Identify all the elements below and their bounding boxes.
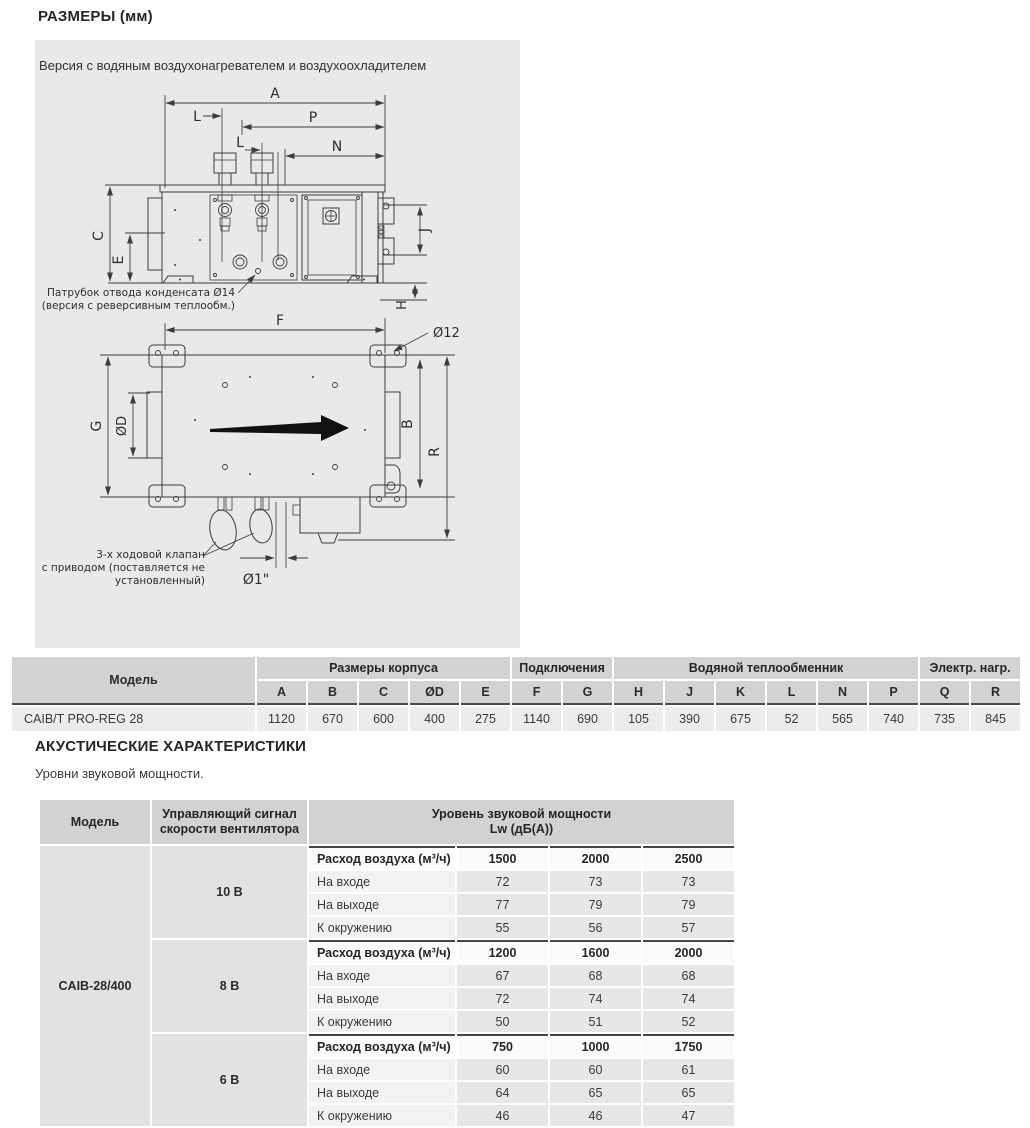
cell-value: 68: [550, 965, 641, 986]
acoustic-level-header-line1: Уровень звуковой мощности: [431, 807, 612, 821]
technical-drawing: [35, 40, 520, 648]
row-label: На выходе: [309, 894, 455, 915]
dims-value: 670: [308, 707, 357, 731]
dims-value-row: [12, 707, 1020, 731]
airflow-arrow: [210, 415, 349, 441]
cell-value: 77: [457, 894, 548, 915]
cell-value: 73: [550, 871, 641, 892]
dim-label-n: N: [331, 139, 343, 155]
cell-value: 52: [643, 1011, 734, 1032]
cell-value: 72: [457, 871, 548, 892]
row-label: На выходе: [309, 988, 455, 1009]
dim-label-e: E: [111, 255, 127, 265]
dims-value: 1120: [257, 707, 306, 731]
page-title: РАЗМЕРЫ (мм): [38, 8, 153, 25]
drawing-subtitle: Версия с водяным воздухонагревателем и воздухоохладителем: [39, 58, 427, 73]
cell-value: 79: [643, 894, 734, 915]
dim-label-od: ØD: [115, 415, 130, 437]
condensate-note-line1: Патрубок отвода конденсата Ø14: [46, 287, 235, 299]
dims-value: 675: [716, 707, 765, 731]
acoustic-level-header-line2: Lw (дБ(А)): [489, 822, 554, 836]
flow-value: 750: [457, 1034, 548, 1057]
dims-col: E: [461, 681, 510, 705]
condensate-note-line2: (версия с реверсивным теплообм.): [41, 300, 235, 312]
dims-group-connections: Подключения: [512, 657, 612, 679]
acoustic-section-subtitle: Уровни звуковой мощности.: [35, 766, 204, 781]
dimensions-table: [10, 655, 1022, 733]
row-label: К окружению: [309, 917, 455, 938]
dim-label-g: G: [89, 420, 105, 432]
cell-value: 67: [457, 965, 548, 986]
signal-8v: 8 В: [152, 940, 307, 1032]
row-label: На входе: [309, 871, 455, 892]
flow-label: Расход воздуха (м³/ч): [309, 846, 455, 869]
flow-value: 1500: [457, 846, 548, 869]
flow-label: Расход воздуха (м³/ч): [309, 940, 455, 963]
electrical-box: [302, 195, 362, 280]
acoustic-model-name: CAIB-28/400: [40, 846, 150, 1126]
cell-value: 79: [550, 894, 641, 915]
acoustic-level-header: [309, 800, 734, 844]
dims-col: R: [971, 681, 1020, 705]
acoustic-table: [38, 798, 736, 1128]
dims-group-electric-heater: Электр. нагр.: [920, 657, 1020, 679]
dims-col: N: [818, 681, 867, 705]
dims-col: G: [563, 681, 612, 705]
dims-col: ØD: [410, 681, 459, 705]
dim-label-a: A: [270, 86, 280, 102]
signal-10v: 10 В: [152, 846, 307, 938]
cell-value: 65: [643, 1082, 734, 1103]
dims-value: 690: [563, 707, 612, 731]
dims-col: A: [257, 681, 306, 705]
dim-label-d1: Ø1": [242, 572, 270, 588]
dim-label-l1: L: [193, 109, 201, 125]
cell-value: 55: [457, 917, 548, 938]
dims-value: 1140: [512, 707, 561, 731]
dims-col: K: [716, 681, 765, 705]
cell-value: 61: [643, 1059, 734, 1080]
cell-value: 65: [550, 1082, 641, 1103]
dims-model-name: CAIB/T PRO-REG 28: [12, 707, 255, 731]
dims-group-body: Размеры корпуса: [257, 657, 510, 679]
cell-value: 47: [643, 1105, 734, 1126]
cell-value: 64: [457, 1082, 548, 1103]
flow-value: 1750: [643, 1034, 734, 1057]
flow-label: Расход воздуха (м³/ч): [309, 1034, 455, 1057]
dim-label-d12: Ø12: [433, 326, 460, 341]
dims-value: 740: [869, 707, 918, 731]
valve-note-line3: установленный): [114, 575, 205, 587]
dim-label-r: R: [427, 447, 443, 457]
cell-value: 46: [550, 1105, 641, 1126]
flow-value: 2500: [643, 846, 734, 869]
table-row: [40, 846, 734, 869]
dims-col: L: [767, 681, 816, 705]
cell-value: 60: [457, 1059, 548, 1080]
cell-value: 46: [457, 1105, 548, 1126]
acoustic-signal-header: Управляющий сигнал скорости вентилятора: [152, 800, 307, 844]
flow-value: 1600: [550, 940, 641, 963]
cell-value: 50: [457, 1011, 548, 1032]
cell-value: 68: [643, 965, 734, 986]
cell-value: 74: [550, 988, 641, 1009]
cell-value: 72: [457, 988, 548, 1009]
acoustic-section-title: АКУСТИЧЕСКИЕ ХАРАКТЕРИСТИКИ: [35, 738, 307, 755]
dim-label-f: F: [275, 313, 285, 329]
valve-note-line1: 3-х ходовой клапан: [96, 549, 205, 561]
dim-label-b: B: [400, 419, 416, 429]
row-label: На входе: [309, 1059, 455, 1080]
cell-value: 60: [550, 1059, 641, 1080]
dims-col: J: [665, 681, 714, 705]
dims-value: 565: [818, 707, 867, 731]
dims-model-header: Модель: [12, 657, 255, 705]
row-label: К окружению: [309, 1105, 455, 1126]
signal-6v: 6 В: [152, 1034, 307, 1126]
dims-col: H: [614, 681, 663, 705]
dimensions-drawing-panel: [35, 40, 520, 648]
dim-label-c: C: [91, 231, 107, 241]
dims-col: P: [869, 681, 918, 705]
dims-value: 105: [614, 707, 663, 731]
cell-value: 51: [550, 1011, 641, 1032]
flow-value: 2000: [643, 940, 734, 963]
dims-value: 390: [665, 707, 714, 731]
row-label: На входе: [309, 965, 455, 986]
cell-value: 57: [643, 917, 734, 938]
dims-value: 600: [359, 707, 408, 731]
dims-value: 52: [767, 707, 816, 731]
bottom-view: [42, 313, 460, 588]
flow-value: 1000: [550, 1034, 641, 1057]
cell-value: 73: [643, 871, 734, 892]
dims-col: B: [308, 681, 357, 705]
dims-value: 400: [410, 707, 459, 731]
acoustic-model-header: Модель: [40, 800, 150, 844]
row-label: На выходе: [309, 1082, 455, 1103]
dims-group-water-exchanger: Водяной теплообменник: [614, 657, 918, 679]
dims-value: 275: [461, 707, 510, 731]
dim-label-h: H: [395, 300, 410, 310]
flow-value: 1200: [457, 940, 548, 963]
valve-note-line2: с приводом (поставляется не: [41, 562, 205, 574]
side-view: [42, 86, 433, 312]
cell-value: 56: [550, 917, 641, 938]
dims-col: F: [512, 681, 561, 705]
dim-label-l2: L: [236, 135, 244, 151]
dim-label-j: J: [417, 227, 433, 233]
row-label: К окружению: [309, 1011, 455, 1032]
dim-label-p: P: [308, 110, 318, 126]
cell-value: 74: [643, 988, 734, 1009]
dims-col: Q: [920, 681, 969, 705]
dims-value: 735: [920, 707, 969, 731]
dims-value: 845: [971, 707, 1020, 731]
flow-value: 2000: [550, 846, 641, 869]
dims-col: C: [359, 681, 408, 705]
